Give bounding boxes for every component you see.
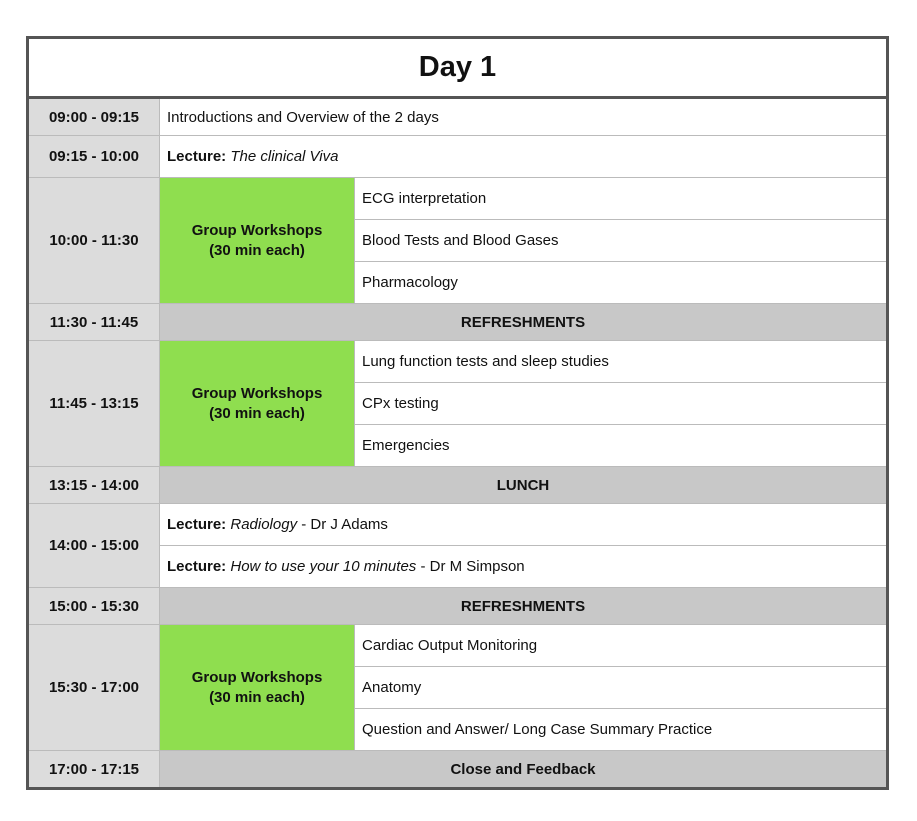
lecture-label: Lecture: xyxy=(167,148,227,165)
workshop-item: ECG interpretation xyxy=(355,178,888,220)
schedule-table xyxy=(26,36,889,790)
table-row xyxy=(28,304,888,341)
table-row xyxy=(28,751,888,789)
lecture-cell xyxy=(160,136,888,178)
workshop-duration: (30 min each) xyxy=(209,688,305,706)
table-row xyxy=(28,588,888,625)
time-cell: 15:00 - 15:30 xyxy=(28,588,160,625)
workshop-item: Emergencies xyxy=(355,425,888,467)
workshop-cell xyxy=(160,625,355,751)
lecture-cell xyxy=(160,546,888,588)
break-cell: REFRESHMENTS xyxy=(160,588,888,625)
page-title: Day 1 xyxy=(28,38,888,98)
table-row xyxy=(28,467,888,504)
workshop-label: Group Workshops xyxy=(191,221,323,239)
time-cell: 11:30 - 11:45 xyxy=(28,304,160,341)
lecture-speaker: - Dr M Simpson xyxy=(416,558,525,575)
time-cell: 09:00 - 09:15 xyxy=(28,98,160,136)
workshop-item: Blood Tests and Blood Gases xyxy=(355,220,888,262)
workshop-item: Pharmacology xyxy=(355,262,888,304)
table-row xyxy=(28,341,888,383)
workshop-cell xyxy=(160,341,355,467)
time-cell: 14:00 - 15:00 xyxy=(28,504,160,588)
workshop-cell xyxy=(160,178,355,304)
time-cell: 09:15 - 10:00 xyxy=(28,136,160,178)
table-row xyxy=(28,178,888,220)
break-cell: Close and Feedback xyxy=(160,751,888,789)
break-cell: LUNCH xyxy=(160,467,888,504)
workshop-label: Group Workshops xyxy=(191,384,323,402)
title-row xyxy=(28,38,888,98)
table-row xyxy=(28,504,888,546)
lecture-title: The clinical Viva xyxy=(230,148,339,165)
break-cell: REFRESHMENTS xyxy=(160,304,888,341)
lecture-label: Lecture: xyxy=(167,558,227,575)
workshop-label: Group Workshops xyxy=(191,668,323,686)
session-cell: Introductions and Overview of the 2 days xyxy=(160,98,888,136)
lecture-title: How to use your 10 minutes xyxy=(230,558,417,575)
table-row xyxy=(28,98,888,136)
workshop-item: Question and Answer/ Long Case Summary Practice xyxy=(355,709,888,751)
lecture-cell xyxy=(160,504,888,546)
workshop-item: Anatomy xyxy=(355,667,888,709)
time-cell: 11:45 - 13:15 xyxy=(28,341,160,467)
time-cell: 15:30 - 17:00 xyxy=(28,625,160,751)
time-cell: 17:00 - 17:15 xyxy=(28,751,160,789)
workshop-item: Lung function tests and sleep studies xyxy=(355,341,888,383)
table-row xyxy=(28,136,888,178)
time-cell: 10:00 - 11:30 xyxy=(28,178,160,304)
lecture-title: Radiology xyxy=(230,516,298,533)
workshop-item: Cardiac Output Monitoring xyxy=(355,625,888,667)
time-cell: 13:15 - 14:00 xyxy=(28,467,160,504)
workshop-duration: (30 min each) xyxy=(209,241,305,259)
lecture-label: Lecture: xyxy=(167,516,227,533)
workshop-duration: (30 min each) xyxy=(209,404,305,422)
lecture-speaker: - Dr J Adams xyxy=(297,516,388,533)
workshop-item: CPx testing xyxy=(355,383,888,425)
table-row xyxy=(28,625,888,667)
